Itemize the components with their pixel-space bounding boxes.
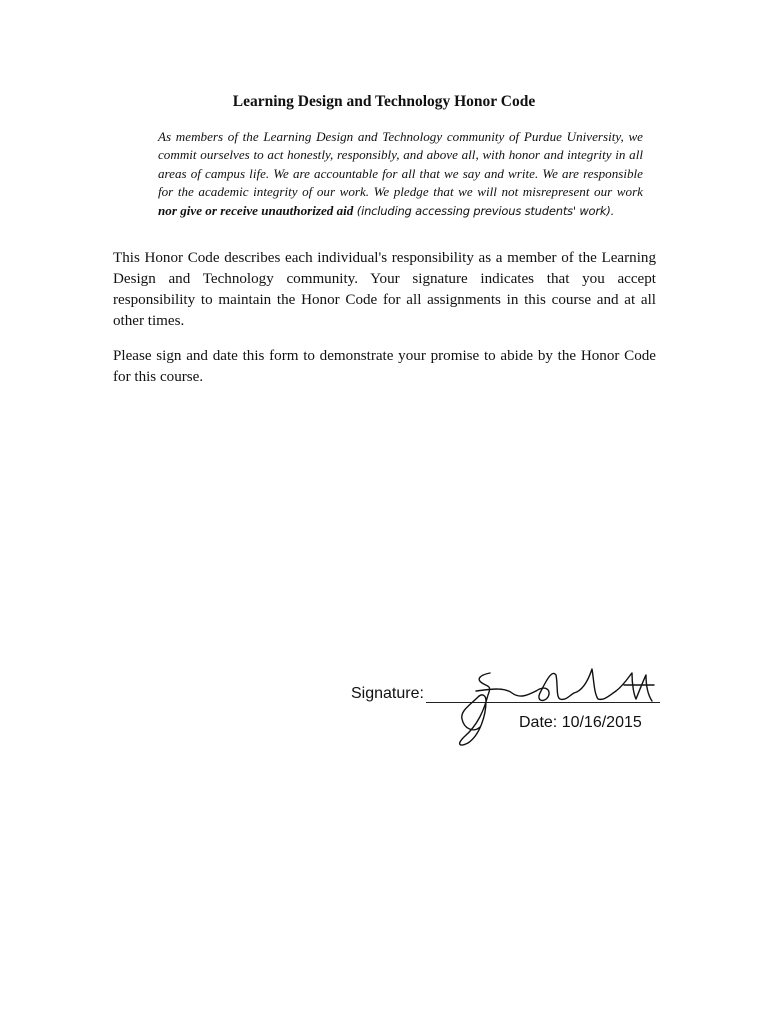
handwritten-signature [440,655,660,750]
responsibility-paragraph: This Honor Code describes each individual's responsibility as a member of the Learning Design and Technology community. Your signature indicates that you accept responsibility to maintain the Honor Code for all assignments in this course and at all other times. [113,250,656,329]
document-title: Learning Design and Technology Honor Code [232,93,536,110]
instruction-paragraph: Please sign and date this form to demonstrate your promise to abide by the Honor Code for this course. [113,348,656,385]
pledge-handwritten-addition: (including accessing previous students' work). [353,203,615,218]
signature-date: Date: 10/16/2015 [519,714,642,731]
pledge-emphasis: nor give or receive unauthorized aid [158,202,354,218]
pledge-text: As members of the Learning Design and Technology community of Purdue University, we commit ourselves to act honestly, responsibly, and above all, with honor and integrity in all areas of campus life. We are accountable for all that we say and write. We are responsible for the academic integrity of our work. We pledge that we will not misrepresent our work [158,129,643,200]
pledge-statement [158,128,643,220]
signature-label: Signature: [351,685,424,702]
